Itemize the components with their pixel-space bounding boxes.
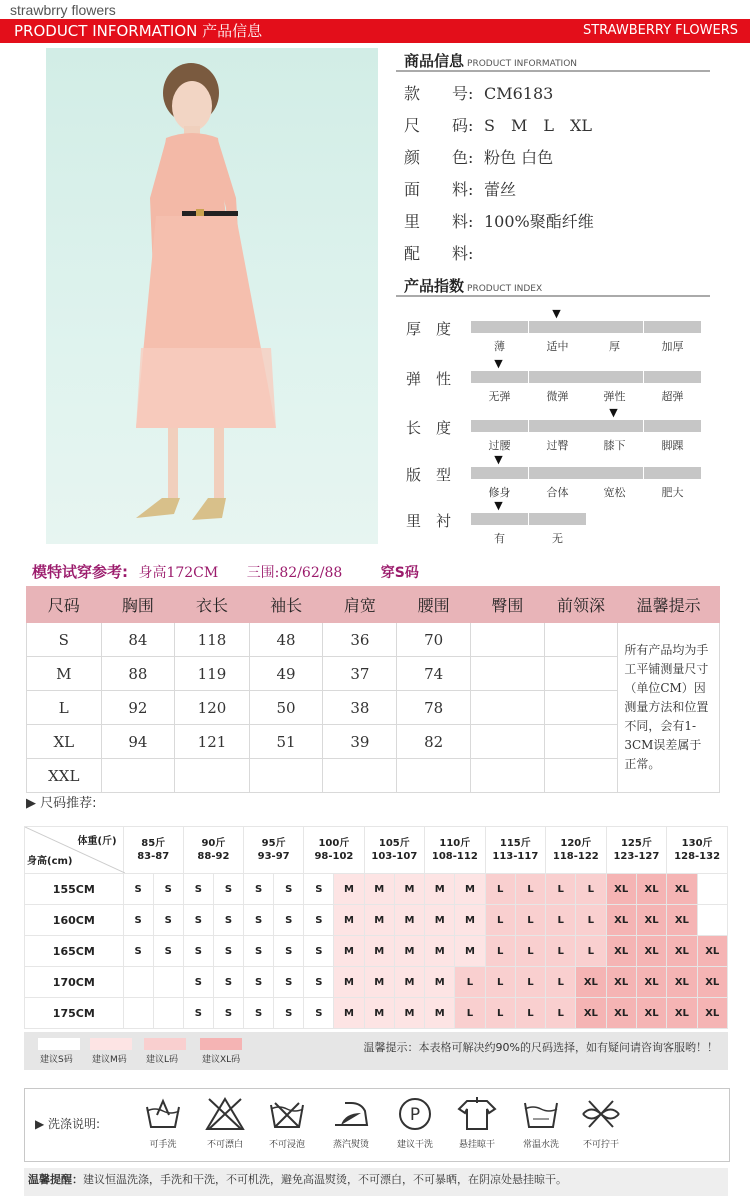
col-header: 前领深 [544, 587, 618, 623]
size-cell: XL [606, 967, 636, 998]
index-label: 里 衬 [406, 512, 452, 530]
wash-item: 不可浸泡 [257, 1097, 317, 1150]
size-legend [24, 1032, 728, 1070]
table-cell [471, 691, 545, 725]
weight-column-header: 85斤 83-87 [123, 827, 183, 874]
height-label: 155CM [25, 874, 124, 905]
size-cell: L [576, 874, 606, 905]
wash-item: 常温水洗 [511, 1097, 571, 1150]
size-cell: M [394, 967, 424, 998]
size-cell: L [485, 874, 515, 905]
model-reference [32, 561, 419, 582]
product-photo [46, 48, 378, 544]
table-cell: 50 [249, 691, 323, 725]
model-height: 身高172CM [138, 565, 219, 581]
size-cell: S [123, 936, 153, 967]
index-bar [644, 371, 701, 383]
size-cell: L [515, 874, 545, 905]
index-indicator-icon: ▼ [494, 357, 503, 370]
index-bar [586, 420, 643, 432]
model-label: 模特试穿参考: [32, 563, 128, 581]
info-row-color: 颜 色: 粉色 白色 [404, 148, 554, 167]
weight-column-header: 130斤 128-132 [667, 827, 728, 874]
size-cell: XL [697, 936, 727, 967]
size-cell: S [153, 905, 183, 936]
index-indicator-icon: ▼ [552, 307, 561, 320]
col-header: 尺码 [27, 587, 102, 623]
size-cell: M [394, 998, 424, 1029]
size-cell: L [546, 936, 576, 967]
col-header: 衣长 [175, 587, 249, 623]
size-cell: L [515, 905, 545, 936]
hand-wash-icon [143, 1097, 183, 1131]
table-cell: 48 [249, 623, 323, 657]
table-cell: 49 [249, 657, 323, 691]
height-label: 175CM [25, 998, 124, 1029]
legend-swatch-xl [200, 1038, 242, 1050]
index-option: 适中 [546, 340, 569, 353]
size-cell: S [183, 936, 213, 967]
info-row-fabric: 面 料: 蕾丝 [404, 180, 517, 199]
index-indicator-icon: ▼ [494, 499, 503, 512]
divider [396, 295, 710, 297]
no-wring-icon [581, 1097, 621, 1131]
size-cell: S [274, 874, 304, 905]
table-cell [471, 623, 545, 657]
index-option: 膝下 [603, 439, 626, 452]
wash-item: 悬挂晾干 [447, 1097, 507, 1150]
size-cell: M [364, 905, 394, 936]
size-cell: S [244, 905, 274, 936]
size-cell: XL [636, 967, 666, 998]
size-cell: M [394, 905, 424, 936]
index-option: 脚踝 [661, 439, 684, 452]
table-cell: 39 [323, 725, 397, 759]
table-cell: 84 [101, 623, 175, 657]
table-cell [397, 759, 471, 793]
table-cell [544, 623, 618, 657]
hang-dry-icon [457, 1097, 497, 1131]
table-cell [471, 759, 545, 793]
table-cell: 74 [397, 657, 471, 691]
index-option: 有 [494, 532, 505, 545]
size-cell: XL [697, 998, 727, 1029]
corner-cell [25, 827, 124, 874]
index-option: 厚 [609, 340, 620, 353]
size-cell: L [546, 874, 576, 905]
index-bar [471, 321, 528, 333]
recommend-header-row [25, 827, 728, 874]
table-cell: 37 [323, 657, 397, 691]
size-cell: L [455, 967, 485, 998]
index-indicator-icon: ▼ [609, 406, 618, 419]
size-cell: L [485, 936, 515, 967]
table-cell [323, 759, 397, 793]
legend-swatch-l [144, 1038, 186, 1050]
no-bleach-icon [205, 1097, 245, 1131]
index-label: 版 型 [406, 466, 452, 484]
size-cell: S [304, 967, 334, 998]
size-cell: M [334, 874, 364, 905]
divider [396, 70, 710, 72]
size-cell: M [334, 936, 364, 967]
size-cell [123, 998, 153, 1029]
table-cell [471, 725, 545, 759]
steam-iron-icon [331, 1097, 371, 1131]
size-cell: S [183, 967, 213, 998]
size-cell: S [183, 998, 213, 1029]
size-cell: L [515, 967, 545, 998]
index-option: 修身 [488, 486, 511, 499]
col-header: 胸围 [101, 587, 175, 623]
table-cell [101, 759, 175, 793]
size-recommend-title: ▶ 尺码推荐: [26, 796, 97, 811]
size-cell: S [304, 905, 334, 936]
index-bar [529, 321, 586, 333]
no-soak-icon [267, 1097, 307, 1131]
product-info-list [404, 78, 704, 270]
table-row [27, 759, 720, 793]
weight-column-header: 120斤 118-122 [546, 827, 606, 874]
care-reminder-text: 建议恒温洗涤，手洗和干洗，不可机洗，避免高温熨烫，不可漂白，不可暴晒，在阴凉处悬挂晾干。 [83, 1173, 567, 1186]
size-cell: XL [576, 998, 606, 1029]
weight-column-header: 90斤 88-92 [183, 827, 243, 874]
size-cell: XL [667, 874, 697, 905]
index-bar [586, 321, 643, 333]
height-label: 160CM [25, 905, 124, 936]
size-cell: S [244, 998, 274, 1029]
banner-title: PRODUCT INFORMATION 产品信息 [14, 22, 263, 40]
index-option: 过臀 [546, 439, 569, 452]
table-cell: 94 [101, 725, 175, 759]
size-cell: XL [636, 936, 666, 967]
height-label: 170CM [25, 967, 124, 998]
size-recommend-table [24, 826, 728, 1029]
index-option: 过腰 [488, 439, 511, 452]
size-cell: M [364, 967, 394, 998]
table-row [25, 874, 728, 905]
size-cell: XL [636, 874, 666, 905]
size-cell: XL [667, 967, 697, 998]
col-header: 肩宽 [323, 587, 397, 623]
index-option: 肥大 [661, 486, 684, 499]
table-cell [471, 657, 545, 691]
index-option: 微弹 [546, 390, 569, 403]
index-bar [586, 371, 643, 383]
index-label: 长 度 [406, 419, 452, 437]
table-cell: L [27, 691, 102, 725]
size-note: 所有产品均为手工平铺测量尺寸（单位CM）因测量方法和位置不同，会有1-3CM误差属于正常。 [618, 623, 720, 793]
product-index-heading: 产品指数 PRODUCT INDEX [404, 277, 543, 295]
size-cell: M [425, 998, 455, 1029]
dry-clean-glyph: P [409, 1105, 421, 1125]
index-bar [471, 467, 528, 479]
size-cell: S [274, 967, 304, 998]
size-cell: M [334, 967, 364, 998]
size-cell: S [183, 874, 213, 905]
size-cell: XL [667, 936, 697, 967]
size-cell: M [394, 936, 424, 967]
table-cell: 82 [397, 725, 471, 759]
size-table-header [27, 587, 720, 623]
size-cell: XL [667, 905, 697, 936]
weight-column-header: 110斤 108-112 [425, 827, 486, 874]
index-bar [529, 513, 586, 525]
index-option: 超弹 [661, 390, 684, 403]
size-cell: XL [606, 874, 636, 905]
size-cell: S [304, 874, 334, 905]
size-cell: M [425, 905, 455, 936]
wash-title: ▶ 洗涤说明: [35, 1117, 101, 1131]
size-cell: XL [576, 967, 606, 998]
normal-water-wash-icon [521, 1097, 561, 1131]
banner-brand: STRAWBERRY FLOWERS [582, 23, 738, 38]
size-cell: M [425, 967, 455, 998]
size-cell: M [364, 998, 394, 1029]
size-cell: S [153, 936, 183, 967]
legend-swatch-m [90, 1038, 132, 1050]
size-cell: S [244, 967, 274, 998]
index-label: 弹 性 [406, 370, 452, 388]
size-cell: L [546, 967, 576, 998]
size-cell: M [455, 936, 485, 967]
size-cell: M [364, 874, 394, 905]
size-cell: S [304, 998, 334, 1029]
size-cell: M [425, 936, 455, 967]
size-cell: S [244, 936, 274, 967]
weight-axis-label: 体重(斤) [77, 836, 117, 847]
size-cell: M [455, 905, 485, 936]
size-cell: L [576, 936, 606, 967]
index-bar [529, 420, 586, 432]
dry-clean-icon [395, 1097, 435, 1131]
size-cell: S [213, 967, 243, 998]
size-cell [697, 874, 727, 905]
weight-column-header: 115斤 113-117 [485, 827, 546, 874]
col-header: 臀围 [471, 587, 545, 623]
care-reminder [24, 1168, 728, 1196]
size-cell: S [244, 874, 274, 905]
size-cell: L [546, 998, 576, 1029]
weight-column-header: 105斤 103-107 [364, 827, 425, 874]
size-cell: S [213, 874, 243, 905]
size-cell: M [364, 936, 394, 967]
table-row [25, 936, 728, 967]
size-cell: M [334, 905, 364, 936]
index-bar [471, 420, 528, 432]
weight-column-header: 95斤 93-97 [244, 827, 304, 874]
size-cell: S [274, 905, 304, 936]
index-option: 弹性 [603, 390, 626, 403]
size-cell: L [576, 905, 606, 936]
size-tip: 温馨提示：本表格可解决约90%的尺码选择，如有疑问请咨询客服哟！！ [363, 1041, 718, 1054]
size-cell [123, 967, 153, 998]
size-cell: L [485, 998, 515, 1029]
table-cell [544, 691, 618, 725]
table-cell [544, 725, 618, 759]
size-cell: L [485, 967, 515, 998]
size-cell: S [123, 874, 153, 905]
legend-label: 建议XL码 [202, 1055, 241, 1065]
size-cell: L [455, 998, 485, 1029]
size-cell [697, 905, 727, 936]
index-bar [471, 513, 528, 525]
size-cell: XL [636, 998, 666, 1029]
height-label: 165CM [25, 936, 124, 967]
index-option: 加厚 [661, 340, 684, 353]
table-row [27, 623, 720, 657]
table-cell: 119 [175, 657, 249, 691]
wash-item: 不可漂白 [195, 1097, 255, 1150]
size-cell: S [123, 905, 153, 936]
table-row [27, 725, 720, 759]
size-cell: S [213, 905, 243, 936]
col-header: 袖长 [249, 587, 323, 623]
size-cell: XL [606, 936, 636, 967]
table-cell [175, 759, 249, 793]
index-indicator-icon: ▼ [494, 453, 503, 466]
size-cell: L [546, 905, 576, 936]
table-cell: 70 [397, 623, 471, 657]
size-cell [153, 967, 183, 998]
wash-item: P 建议干洗 [385, 1097, 445, 1150]
weight-column-header: 125斤 123-127 [606, 827, 667, 874]
size-cell: M [334, 998, 364, 1029]
size-cell: L [515, 998, 545, 1029]
size-cell: XL [606, 998, 636, 1029]
legend-label: 建议M码 [92, 1055, 127, 1065]
table-cell: S [27, 623, 102, 657]
size-cell: S [153, 874, 183, 905]
size-cell: S [274, 936, 304, 967]
size-cell: L [485, 905, 515, 936]
wash-item: 蒸汽熨烫 [321, 1097, 381, 1150]
size-cell: S [213, 998, 243, 1029]
brand-name: strawbrry flowers [10, 2, 116, 18]
index-bar [644, 420, 701, 432]
wash-instructions [24, 1088, 730, 1162]
section-banner [0, 19, 750, 43]
index-bar [644, 467, 701, 479]
index-bar [586, 467, 643, 479]
table-cell [544, 657, 618, 691]
table-cell: 92 [101, 691, 175, 725]
table-row [27, 691, 720, 725]
wash-item: 不可拧干 [571, 1097, 631, 1150]
table-cell: 36 [323, 623, 397, 657]
index-bar [529, 467, 586, 479]
col-header: 腰围 [397, 587, 471, 623]
index-bar [644, 321, 701, 333]
model-size: 穿S码 [380, 565, 419, 581]
height-axis-label: 身高(cm) [27, 856, 73, 867]
size-table [26, 586, 720, 793]
size-cell: XL [636, 905, 666, 936]
info-row-style-number: 款 号: CM6183 [404, 84, 554, 103]
table-cell: XXL [27, 759, 102, 793]
size-cell: XL [606, 905, 636, 936]
table-cell: XL [27, 725, 102, 759]
index-option: 薄 [494, 340, 505, 353]
legend-label: 建议S码 [40, 1055, 73, 1065]
legend-label: 建议L码 [146, 1055, 179, 1065]
table-cell [249, 759, 323, 793]
index-option: 宽松 [603, 486, 626, 499]
size-cell: S [213, 936, 243, 967]
table-cell: 78 [397, 691, 471, 725]
care-reminder-label: 温馨提醒： [28, 1173, 83, 1186]
size-cell [153, 998, 183, 1029]
size-cell: S [274, 998, 304, 1029]
table-row [25, 998, 728, 1029]
table-cell: 120 [175, 691, 249, 725]
size-cell: XL [667, 998, 697, 1029]
model-measurements: 三围:82/62/88 [246, 565, 343, 581]
table-row [25, 967, 728, 998]
size-cell: L [515, 936, 545, 967]
info-row-accessories: 配 料: [404, 244, 474, 263]
size-cell: XL [697, 967, 727, 998]
index-option: 无弹 [488, 390, 511, 403]
table-cell: 38 [323, 691, 397, 725]
info-row-sizes: 尺 码: S M L XL [404, 116, 592, 135]
size-cell: S [183, 905, 213, 936]
size-cell: M [425, 874, 455, 905]
col-header: 温馨提示 [618, 587, 720, 623]
info-row-lining: 里 料: 100%聚酯纤维 [404, 212, 594, 231]
size-cell: M [455, 874, 485, 905]
weight-column-header: 100斤 98-102 [304, 827, 364, 874]
table-cell: 118 [175, 623, 249, 657]
index-option: 合体 [546, 486, 569, 499]
table-cell: 121 [175, 725, 249, 759]
wash-item: 可手洗 [133, 1097, 193, 1150]
table-cell: 88 [101, 657, 175, 691]
product-info-heading: 商品信息 PRODUCT INFORMATION [404, 52, 578, 70]
table-row [25, 905, 728, 936]
index-bar [471, 371, 528, 383]
table-cell: 51 [249, 725, 323, 759]
legend-swatch-s [38, 1038, 80, 1050]
table-cell [544, 759, 618, 793]
table-row [27, 657, 720, 691]
table-cell: M [27, 657, 102, 691]
size-cell: S [304, 936, 334, 967]
index-label: 厚 度 [406, 320, 452, 338]
index-bar [529, 371, 586, 383]
size-cell: M [394, 874, 424, 905]
index-option: 无 [552, 532, 563, 545]
